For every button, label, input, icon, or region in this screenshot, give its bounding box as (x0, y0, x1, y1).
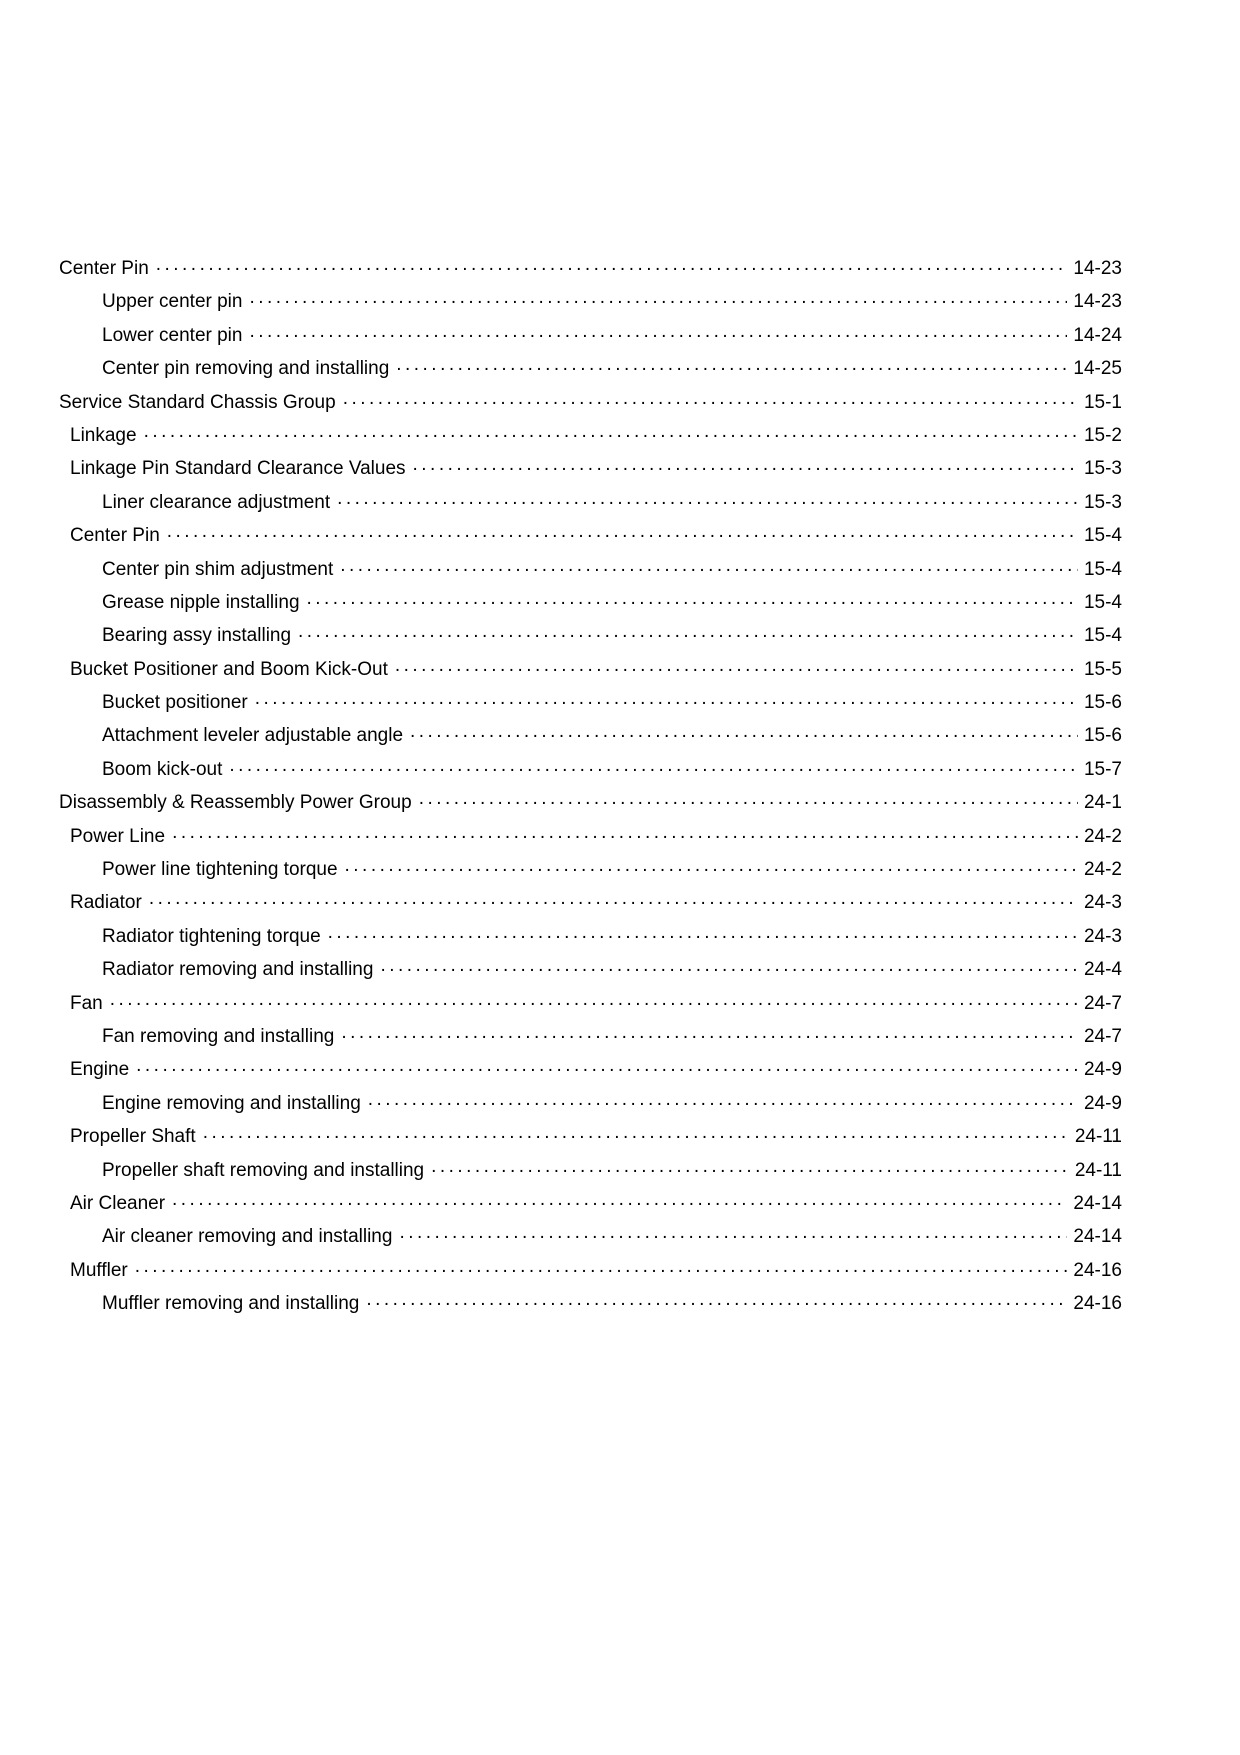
toc-entry-title: Air Cleaner (70, 1192, 166, 1214)
toc-entry[interactable] (0, 519, 1240, 552)
toc-entry-page-number: 15-2 (1083, 424, 1122, 446)
toc-entry-page-number: 24-14 (1073, 1226, 1122, 1248)
toc-entry-page-number: 15-3 (1083, 491, 1122, 513)
toc-entry[interactable] (0, 252, 1240, 285)
toc-entry[interactable] (0, 920, 1240, 953)
toc-dot-leader (380, 956, 1078, 975)
toc-entry-page-number: 24-3 (1083, 892, 1122, 914)
toc-entry-page-number: 24-4 (1083, 959, 1122, 981)
toc-dot-leader (341, 1023, 1078, 1042)
toc-dot-leader (399, 1223, 1067, 1242)
toc-dot-leader (229, 756, 1078, 775)
toc-entry-title: Center Pin (59, 258, 149, 279)
toc-entry[interactable] (0, 1020, 1240, 1053)
toc-entry-title: Service Standard Chassis Group (59, 391, 336, 413)
toc-entry[interactable] (0, 1154, 1240, 1187)
toc-dot-leader (156, 255, 1068, 274)
toc-entry[interactable] (0, 486, 1240, 519)
toc-dot-leader (203, 1123, 1069, 1142)
toc-entry-title: Engine removing and installing (102, 1092, 361, 1114)
toc-entry-title: Radiator tightening torque (102, 925, 321, 947)
toc-entry-page-number: 24-16 (1073, 1259, 1122, 1281)
toc-dot-leader (172, 1190, 1067, 1209)
toc-entry[interactable] (0, 719, 1240, 752)
toc-entry-title: Center pin shim adjustment (102, 558, 334, 580)
toc-entry-title: Bearing assy installing (102, 625, 292, 647)
toc-entry-page-number: 24-7 (1083, 1025, 1122, 1047)
toc-entry[interactable] (0, 853, 1240, 886)
toc-dot-leader (410, 722, 1078, 741)
toc-entry[interactable] (0, 553, 1240, 586)
toc-entry-page-number: 14-23 (1073, 258, 1122, 279)
toc-entry-page-number: 24-9 (1083, 1059, 1122, 1081)
toc-entry[interactable] (0, 987, 1240, 1020)
toc-entry[interactable] (0, 953, 1240, 986)
toc-dot-leader (340, 556, 1078, 575)
toc-entry-title: Upper center pin (102, 291, 243, 313)
toc-dot-leader (419, 789, 1078, 808)
toc-dot-leader (149, 889, 1078, 908)
toc-entry[interactable] (0, 1087, 1240, 1120)
toc-entry-title: Linkage (70, 424, 137, 446)
toc-dot-leader (368, 1090, 1078, 1109)
toc-entry-title: Power Line (70, 825, 166, 847)
toc-entry[interactable] (0, 1220, 1240, 1253)
toc-entry[interactable] (0, 686, 1240, 719)
toc-entry-title: Grease nipple installing (102, 591, 300, 613)
toc-entry-title: Engine (70, 1059, 130, 1081)
toc-entry-title: Radiator (70, 892, 142, 914)
toc-dot-leader (167, 522, 1078, 541)
toc-entry-title: Muffler removing and installing (102, 1293, 360, 1315)
toc-dot-leader (136, 1056, 1078, 1075)
toc-entry-title: Attachment leveler adjustable angle (102, 725, 404, 747)
toc-entry[interactable] (0, 1187, 1240, 1220)
toc-entry-title: Propeller shaft removing and installing (102, 1159, 425, 1181)
toc-entry-title: Center Pin (70, 525, 160, 547)
toc-entry-page-number: 14-23 (1073, 291, 1122, 313)
toc-entry-page-number: 24-1 (1083, 792, 1122, 814)
toc-entry[interactable] (0, 386, 1240, 419)
toc-dot-leader (172, 823, 1078, 842)
toc-entry-title: Lower center pin (102, 324, 243, 346)
toc-entry-title: Fan (70, 992, 103, 1014)
toc-entry-page-number: 24-9 (1083, 1092, 1122, 1114)
toc-dot-leader (307, 589, 1078, 608)
toc-entry-title: Liner clearance adjustment (102, 491, 331, 513)
toc-entry-title: Bucket positioner (102, 692, 248, 714)
table-of-contents (0, 252, 1240, 1321)
toc-dot-leader (328, 923, 1078, 942)
toc-dot-leader (395, 656, 1078, 675)
toc-dot-leader (431, 1157, 1069, 1176)
toc-entry[interactable] (0, 1254, 1240, 1287)
toc-entry[interactable] (0, 319, 1240, 352)
toc-entry[interactable] (0, 786, 1240, 819)
toc-entry-title: Propeller Shaft (70, 1126, 196, 1148)
toc-entry[interactable] (0, 619, 1240, 652)
toc-entry-page-number: 15-4 (1083, 558, 1122, 580)
toc-entry[interactable] (0, 653, 1240, 686)
toc-entry-title: Disassembly & Reassembly Power Group (59, 792, 412, 814)
toc-entry-title: Bucket Positioner and Boom Kick-Out (70, 658, 388, 680)
toc-entry-title: Boom kick-out (102, 758, 223, 780)
toc-entry[interactable] (0, 1053, 1240, 1086)
toc-entry-page-number: 15-6 (1083, 725, 1122, 747)
toc-dot-leader (110, 990, 1078, 1009)
toc-entry-page-number: 15-6 (1083, 692, 1122, 714)
toc-entry-title: Linkage Pin Standard Clearance Values (70, 458, 406, 480)
toc-dot-leader (249, 288, 1067, 307)
toc-dot-leader (413, 455, 1078, 474)
toc-entry-page-number: 15-5 (1083, 658, 1122, 680)
toc-entry-page-number: 15-7 (1083, 758, 1122, 780)
toc-entry-title: Radiator removing and installing (102, 959, 374, 981)
toc-entry-page-number: 24-2 (1083, 859, 1122, 881)
toc-entry-page-number: 15-1 (1083, 391, 1122, 413)
toc-entry-page-number: 15-3 (1083, 458, 1122, 480)
toc-entry[interactable] (0, 586, 1240, 619)
toc-dot-leader (396, 355, 1067, 374)
toc-dot-leader (337, 489, 1078, 508)
toc-entry-page-number: 24-2 (1083, 825, 1122, 847)
toc-dot-leader (144, 422, 1078, 441)
toc-entry[interactable] (0, 820, 1240, 853)
toc-entry[interactable] (0, 1287, 1240, 1320)
toc-entry-page-number: 24-3 (1083, 925, 1122, 947)
toc-entry-page-number: 15-4 (1083, 525, 1122, 547)
toc-entry-page-number: 24-7 (1083, 992, 1122, 1014)
toc-entry-page-number: 14-24 (1073, 324, 1122, 346)
toc-entry-title: Fan removing and installing (102, 1025, 335, 1047)
toc-entry[interactable] (0, 753, 1240, 786)
toc-dot-leader (135, 1257, 1068, 1276)
toc-entry-page-number: 24-16 (1073, 1293, 1122, 1315)
toc-dot-leader (249, 322, 1067, 341)
toc-entry-title: Muffler (70, 1259, 128, 1281)
toc-entry[interactable] (0, 285, 1240, 318)
toc-dot-leader (345, 856, 1078, 875)
toc-entry[interactable] (0, 886, 1240, 919)
toc-entry-page-number: 24-11 (1074, 1159, 1122, 1181)
toc-entry-title: Air cleaner removing and installing (102, 1226, 393, 1248)
toc-entry-page-number: 24-14 (1073, 1192, 1122, 1214)
toc-entry-page-number: 15-4 (1083, 591, 1122, 613)
toc-entry-title: Center pin removing and installing (102, 358, 390, 380)
toc-entry-page-number: 24-11 (1074, 1126, 1122, 1148)
toc-dot-leader (298, 622, 1078, 641)
toc-entry-title: Power line tightening torque (102, 859, 338, 881)
toc-dot-leader (255, 689, 1078, 708)
toc-entry-page-number: 14-25 (1073, 358, 1122, 380)
toc-dot-leader (366, 1290, 1067, 1309)
toc-entry[interactable] (0, 1120, 1240, 1153)
toc-entry[interactable] (0, 419, 1240, 452)
toc-dot-leader (343, 389, 1078, 408)
toc-entry[interactable] (0, 452, 1240, 485)
toc-entry[interactable] (0, 352, 1240, 385)
toc-entry-page-number: 15-4 (1083, 625, 1122, 647)
